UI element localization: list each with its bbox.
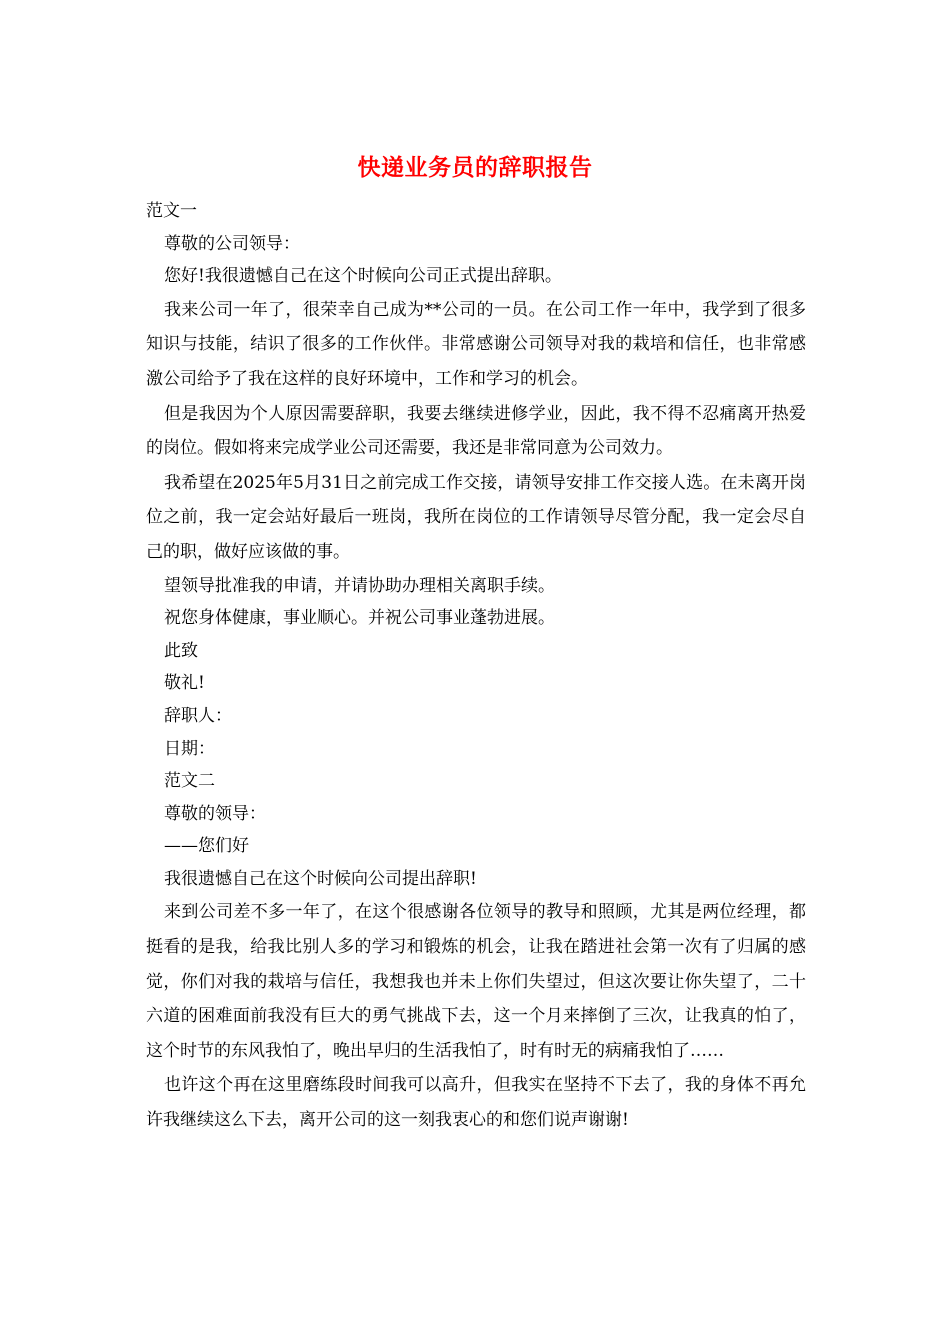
sample1-signer: 辞职人： bbox=[164, 705, 232, 726]
sample2-paragraph-3: 也许这个再在这里磨练段时间我可以高升，但我实在坚持不下去了，我的身体不再允许我继续这么下去，离开公司的这一刻我衷心的和您们说声谢谢! bbox=[146, 1075, 806, 1131]
sample2-greeting: ——您们好 bbox=[164, 836, 249, 857]
sample1-closing-2: 敬礼! bbox=[164, 673, 205, 694]
sample1-paragraph-1: 我来公司一年了，很荣幸自己成为**公司的一员。在公司工作一年中，我学到了很多知识与技能，结识了很多的工作伙伴。非常感谢公司领导对我的栽培和信任，也非常感激公司给予了我在这样的良好环境中，工作和学习的机会。 bbox=[146, 299, 806, 389]
sample2-paragraph-2: 来到公司差不多一年了，在这个很感谢各位领导的教导和照顾，尤其是两位经理，都挺看的是我，给我比别人多的学习和锻炼的机会，让我在踏进社会第一次有了归属的感觉，你们对我的栽培与信任，我想我也并未上你们失望过，但这次要让你失望了，二十六道的困难面前我没有巨大的勇气挑战下去，这一个月来摔倒了三次，让我真的怕了，这个时节的东风我怕了，晚出早归的生活我怕了，时有时无的病痛我怕了…… bbox=[146, 902, 806, 1061]
sample1-paragraph-3: 我希望在2025年5月31日之前完成工作交接，请领导安排工作交接人选。在未离开岗位之前，我一定会站好最后一班岗，我所在岗位的工作请领导尽管分配，我一定会尽自己的职，做好应该做的事。 bbox=[146, 472, 806, 562]
sample1-date: 日期： bbox=[164, 738, 215, 759]
sample2-salutation: 尊敬的领导： bbox=[164, 803, 266, 824]
sample1-closing-1: 此致 bbox=[164, 640, 198, 661]
sample1-heading: 范文一 bbox=[146, 201, 197, 221]
sample1-paragraph-2: 但是我因为个人原因需要辞职，我要去继续进修学业，因此，我不得不忍痛离开热爱的岗位。假如将来完成学业公司还需要，我还是非常同意为公司效力。 bbox=[146, 403, 806, 459]
sample1-paragraph-4: 望领导批准我的申请，并请协助办理相关离职手续。 bbox=[164, 575, 555, 596]
document-title: 快递业务员的辞职报告 bbox=[357, 154, 593, 181]
sample2-paragraph-1: 我很遗憾自己在这个时候向公司提出辞职! bbox=[164, 868, 477, 889]
sample2-heading: 范文二 bbox=[164, 771, 215, 792]
sample1-salutation: 尊敬的公司领导： bbox=[164, 233, 300, 254]
sample1-paragraph-5: 祝您身体健康，事业顺心。并祝公司事业蓬勃进展。 bbox=[164, 608, 555, 629]
sample1-greeting: 您好!我很遗憾自己在这个时候向公司正式提出辞职。 bbox=[164, 266, 562, 287]
document-body bbox=[146, 195, 806, 1138]
